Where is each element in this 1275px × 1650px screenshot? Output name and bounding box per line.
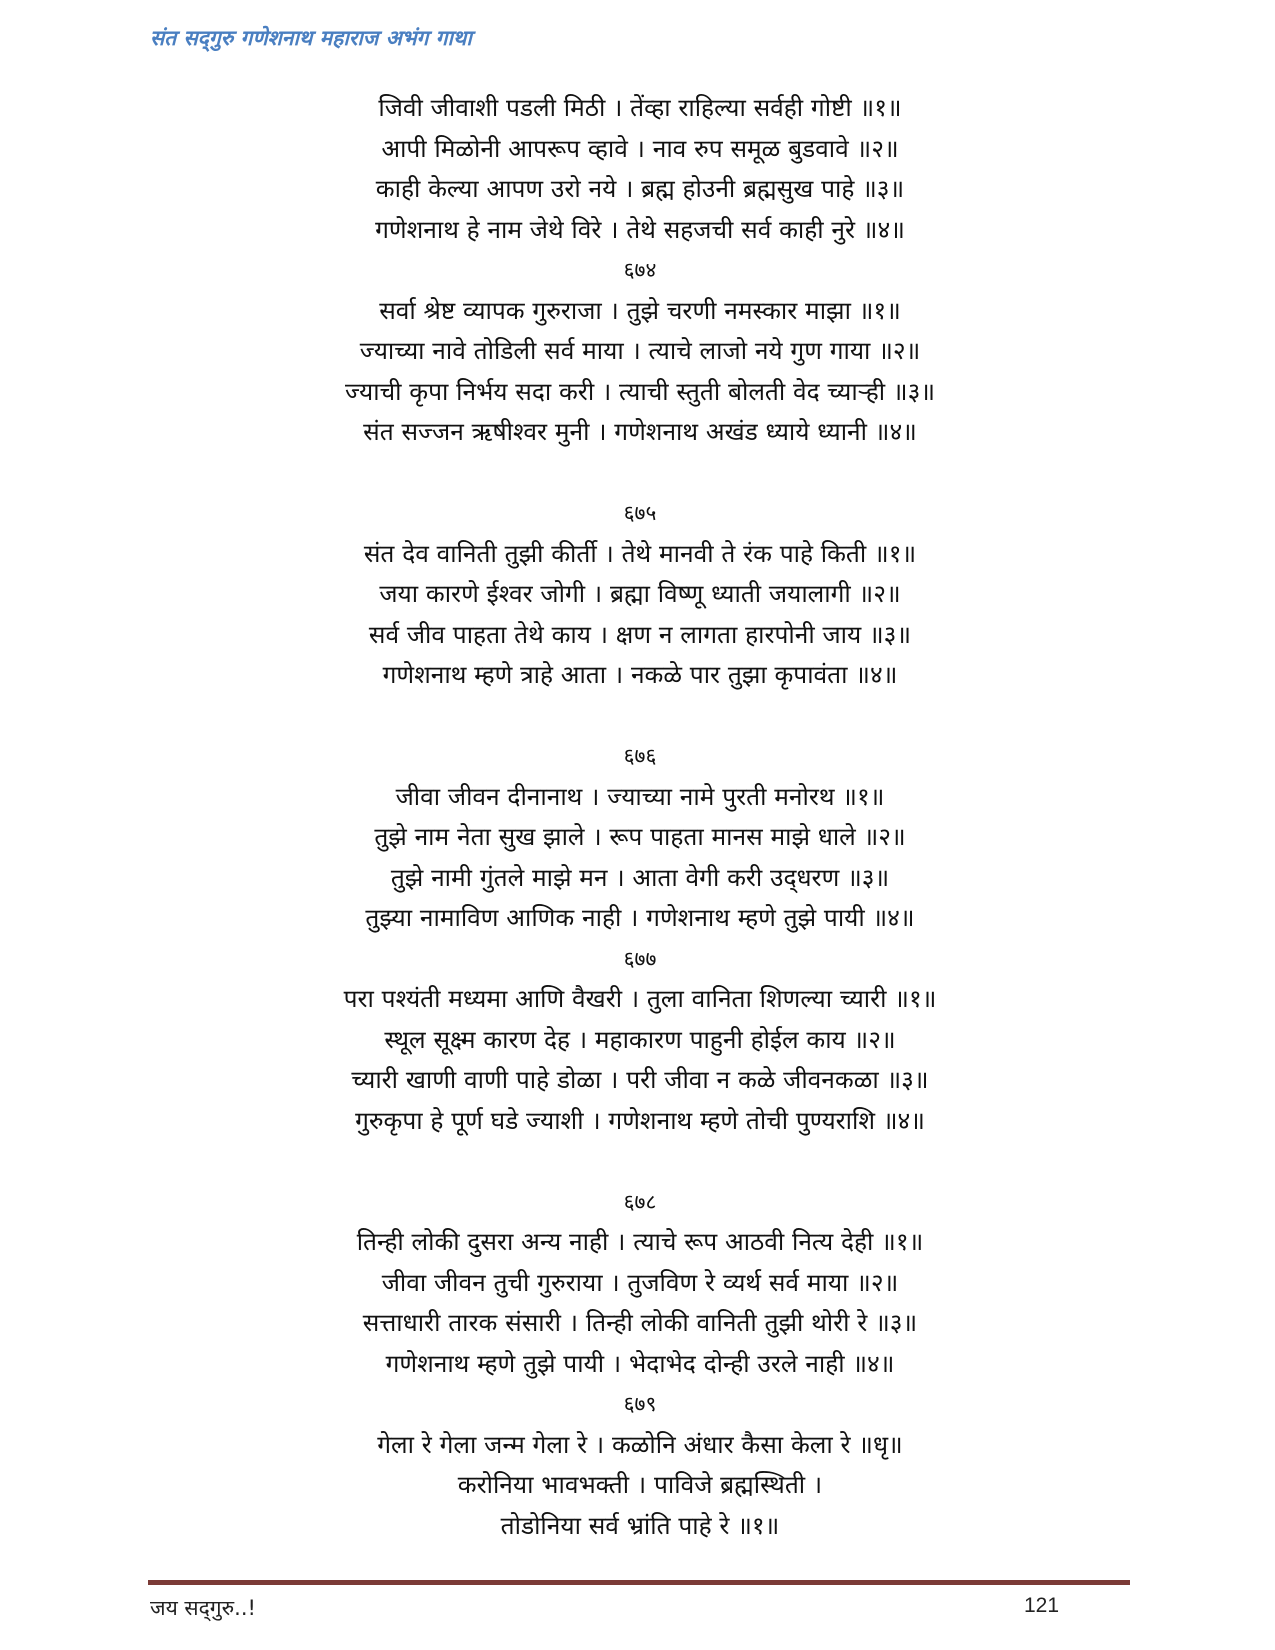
verse-line: तोडोनिया सर्व भ्रांति पाहे रे ॥१॥: [500, 1510, 780, 1540]
verse-line: गुरुकृपा हे पूर्ण घडे ज्याशी । गणेशनाथ म्हणे तोची पुण्यराशि ॥४॥: [355, 1105, 925, 1135]
verse-line: जिवी जीवाशी पडली मिठी । तेंव्हा राहिल्या सर्वही गोष्टी ॥१॥: [378, 93, 902, 122]
verse-line: तुझे नामी गुंतले माझे मन । आता वेगी करी उद्‍धरण ॥३॥: [390, 862, 890, 892]
page-number: 121: [1024, 1594, 1060, 1617]
verse-line: आपी मिळोनी आपरूप व्हावे । नाव रुप समूळ बुडवावे ॥२॥: [381, 133, 899, 163]
abhang-number: ६७६: [623, 744, 657, 768]
abhang-text: [140, 88, 1140, 1546]
verse-line: सर्व जीव पाहता तेथे काय । क्षण न लागता हारपोनी जाय ॥३॥: [368, 619, 912, 649]
verse-line: संत देव वानिती तुझी कीर्ती । तेथे मानवी ते रंक पाहे किती ॥१॥: [363, 538, 917, 568]
verse-line: तुझ्या नामाविण आणिक नाही । गणेशनाथ म्हणे तुझे पायी ॥४॥: [365, 903, 915, 932]
stanza-gap: [140, 453, 1140, 494]
verse-line: गेला रे गेला जन्म गेला रे । कळोनि अंधार कैसा केला रे ॥धृ॥: [377, 1429, 903, 1459]
verse-line: संत सज्जन ऋषीश्वर मुनी । गणेशनाथ अखंड ध्याये ध्यानी ॥४॥: [363, 417, 917, 446]
verse-line: काही केल्या आपण उरो नये । ब्रह्म होउनी ब्रह्मसुख पाहे ॥३॥: [375, 174, 905, 203]
abhang-number: ६७४: [623, 258, 657, 282]
verse-line: ज्याच्या नावे तोडिली सर्व माया । त्याचे लाजो नये गुण गाया ॥२॥: [359, 336, 921, 365]
verse-line: च्यारी खाणी वाणी पाहे डोळा । परी जीवा न कळे जीवनकळा ॥३॥: [351, 1065, 929, 1094]
verse-line: करोनिया भावभक्ती । पाविजे ब्रह्मस्थिती ।: [457, 1470, 823, 1499]
verse-line: स्थूल सूक्ष्म कारण देह । महाकारण पाहुनी होईल काय ॥२॥: [384, 1024, 896, 1054]
verse-line: सर्वा श्रेष्ट व्यापक गुरुराजा । तुझे चरणी नमस्कार माझा ॥१॥: [379, 295, 901, 325]
running-header: संत सद्‌गुरु गणेशनाथ महाराज अभंग गाथा: [150, 26, 472, 50]
verse-line: जीवा जीवन तुची गुरुराया । तुजविण रे व्यर्थ सर्व माया ॥२॥: [381, 1267, 899, 1297]
stanza-gap: [140, 696, 1140, 737]
verse-line: ज्याची कृपा निर्भय सदा करी । त्याची स्तुती बोलती वेद च्यार्‍ही ॥३॥: [345, 376, 935, 406]
abhang-number: ६७५: [623, 501, 657, 525]
abhang-number: ६७७: [623, 946, 657, 971]
verse-line: तुझे नाम नेता सुख झाले । रूप पाहता मानस माझे धाले ॥२॥: [374, 822, 906, 851]
verse-line: परा पश्यंती मध्यमा आणि वैखरी । तुला वानिता शिणल्या च्यारी ॥१॥: [343, 984, 937, 1013]
verse-line: जीवा जीवन दीनानाथ । ज्याच्या नामे पुरती मनोरथ ॥१॥: [395, 781, 885, 811]
verse-line: गणेशनाथ म्हणे तुझे पायी । भेदाभेद दोन्ही उरले नाही ॥४॥: [385, 1348, 895, 1378]
footer-text: जय सद्‌गुरु..!: [150, 1596, 256, 1620]
verse-line: जया कारणे ईश्वर जोगी । ब्रह्मा विष्णू ध्याती जयालागी ॥२॥: [379, 579, 901, 608]
stanza-gap: [140, 1141, 1140, 1182]
verse-line: सत्ताधारी तारक संसारी । तिन्ही लोकी वानिती तुझी थोरी रे ॥३॥: [362, 1308, 918, 1337]
verse-line: गणेशनाथ म्हणे त्राहे आता । नकळे पार तुझा कृपावंता ॥४॥: [382, 660, 898, 689]
abhang-number: ६७९: [623, 1392, 657, 1416]
abhang-number: ६७८: [623, 1189, 657, 1214]
footer-rule: [148, 1580, 1130, 1585]
verse-line: तिन्ही लोकी दुसरा अन्य नाही । त्याचे रूप आठवी नित्य देही ॥१॥: [356, 1227, 924, 1256]
verse-line: गणेशनाथ हे नाम जेथे विरे । तेथे सहजची सर्व काही नुरे ॥४॥: [375, 214, 905, 244]
